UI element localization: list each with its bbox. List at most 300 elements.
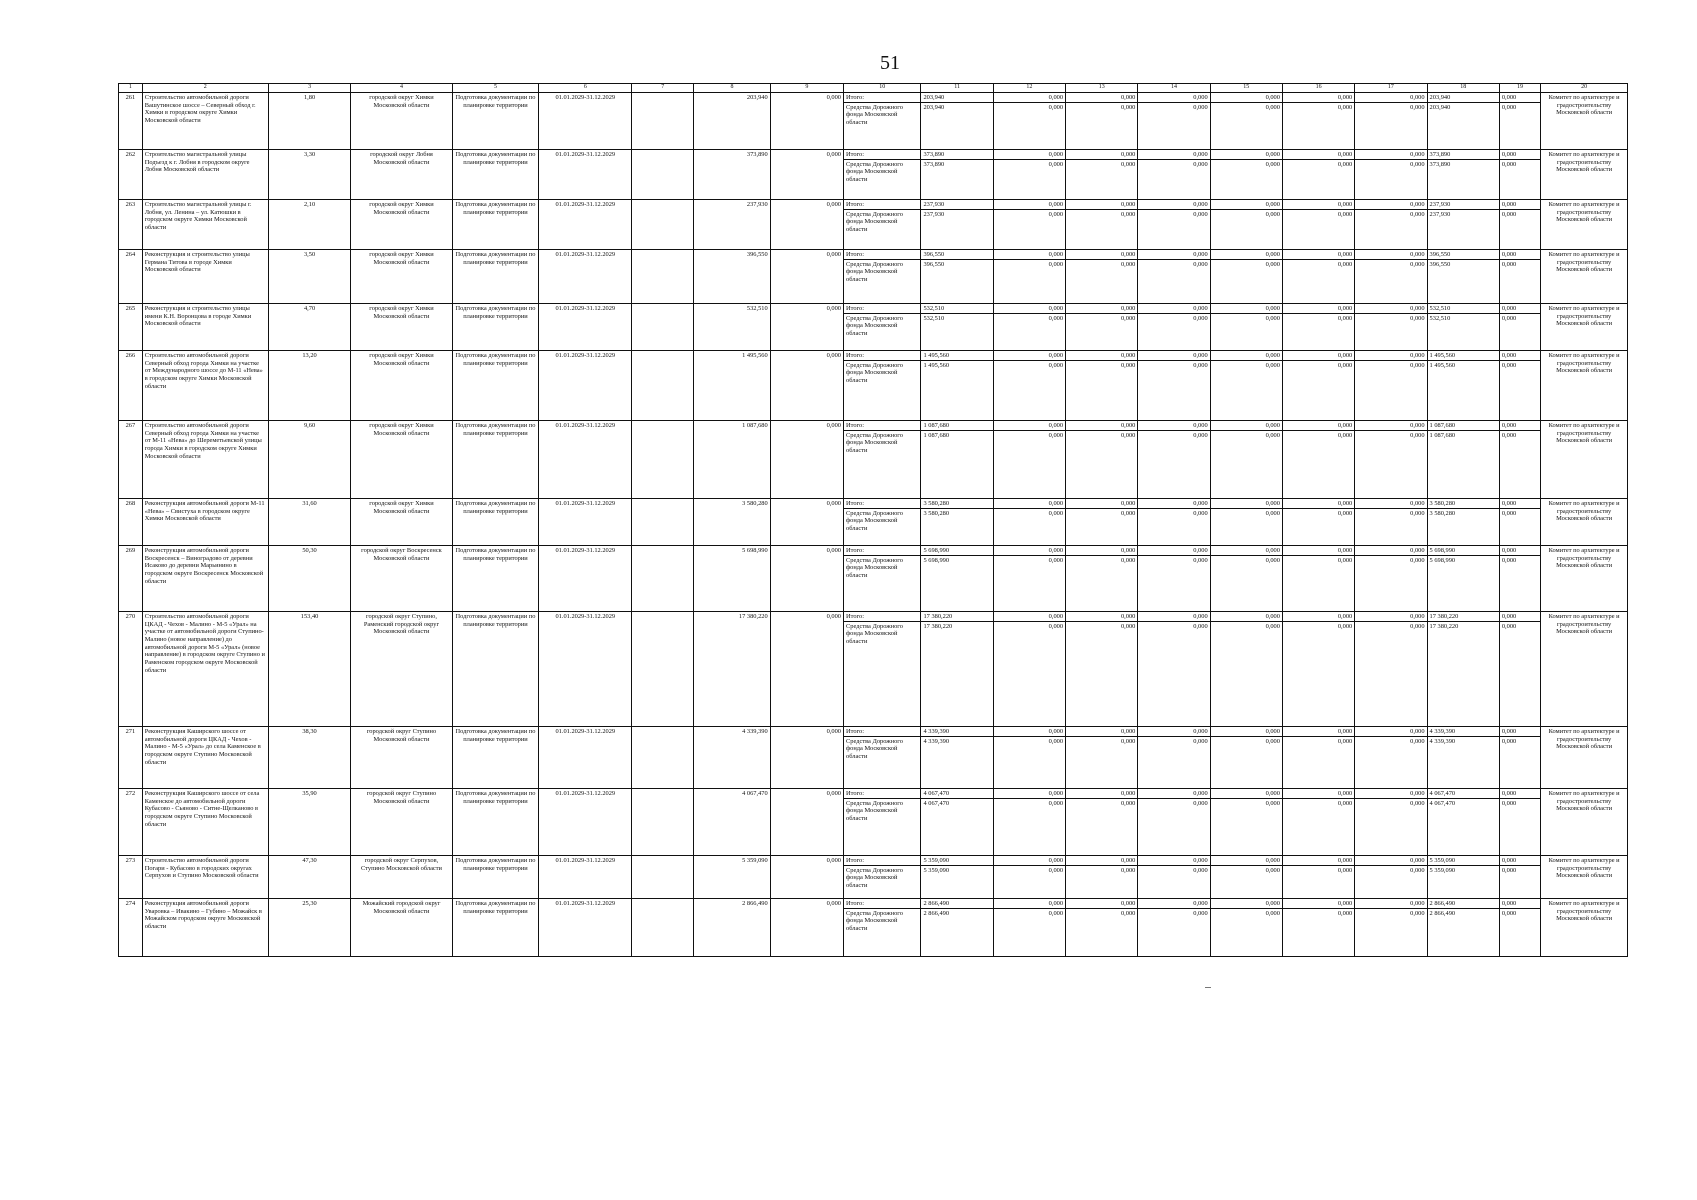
column-number: 3	[268, 84, 351, 93]
year-17-total: 0,000	[1355, 352, 1426, 361]
year-14-fund: 0,000	[1193, 260, 1208, 268]
year-14-total: 0,000	[1138, 547, 1209, 556]
year-19-fund: 0,000	[1501, 260, 1517, 268]
itogo-label: Итого:	[844, 857, 920, 866]
financing-fund: 237,930	[923, 210, 945, 218]
table-row	[119, 250, 1628, 304]
year-12-total: 0,000	[994, 728, 1065, 737]
object-name: Реконструкция автомобильной дороги Воскресенск – Виноградово от деревни Исаково до деревни Марьинино в городском округе Воскресенск Московской области	[142, 546, 268, 612]
year-18-fund: 2 866,490	[1429, 909, 1456, 917]
location: городской округ Воскресенск Московской области	[351, 546, 452, 612]
year-col-15	[1210, 727, 1282, 789]
year-col-15	[1210, 304, 1282, 351]
column-number: 5	[452, 84, 539, 93]
year-14-total: 0,000	[1138, 857, 1209, 866]
column-number: 1	[119, 84, 143, 93]
funding-source	[844, 304, 921, 351]
year-col-14	[1138, 351, 1210, 421]
total-cost: 5 698,990	[694, 546, 770, 612]
period: 01.01.2029-31.12.2029	[539, 351, 632, 421]
length-km: 1,80	[268, 93, 351, 150]
year-col-18	[1427, 351, 1499, 421]
year-15-total: 0,000	[1211, 201, 1282, 210]
year-col-19	[1499, 150, 1540, 200]
year-19-fund: 0,000	[1501, 622, 1517, 630]
year-16-fund: 0,000	[1337, 622, 1353, 630]
year-18-fund: 373,890	[1429, 160, 1451, 168]
year-13-total: 0,000	[1066, 900, 1137, 909]
location: городской округ Химки Московской области	[351, 499, 452, 546]
column-number: 11	[921, 84, 993, 93]
zero-value: 0,000	[770, 200, 843, 250]
year-col-14	[1138, 250, 1210, 304]
year-17-total: 0,000	[1355, 728, 1426, 737]
funding-source	[844, 789, 921, 856]
year-12-total: 0,000	[994, 352, 1065, 361]
length-km: 38,30	[268, 727, 351, 789]
itogo-label: Итого:	[844, 201, 920, 210]
year-14-fund: 0,000	[1193, 509, 1208, 517]
source-label: Средства Дорожного фонда Московской области	[846, 260, 903, 284]
year-19-fund: 0,000	[1501, 509, 1517, 517]
responsible-body: Комитет по архитектуре и градостроительству Московской области	[1541, 250, 1628, 304]
itogo-label: Итого:	[844, 251, 920, 260]
table-row	[119, 93, 1628, 150]
year-16-total: 0,000	[1283, 201, 1354, 210]
year-14-total: 0,000	[1138, 613, 1209, 622]
financing-total	[921, 727, 993, 789]
period: 01.01.2029-31.12.2029	[539, 200, 632, 250]
zero-value: 0,000	[770, 789, 843, 856]
year-16-total: 0,000	[1283, 857, 1354, 866]
year-17-fund: 0,000	[1410, 799, 1425, 807]
empty-cell	[632, 421, 694, 499]
year-15-fund: 0,000	[1265, 314, 1280, 322]
year-col-12	[993, 150, 1065, 200]
year-col-16	[1282, 789, 1354, 856]
year-17-fund: 0,000	[1410, 210, 1425, 218]
financing-fund: 4 339,390	[923, 737, 950, 745]
year-14-fund: 0,000	[1193, 799, 1208, 807]
year-12-total: 0,000	[994, 857, 1065, 866]
empty-cell	[632, 546, 694, 612]
financing-total: 5 359,090	[921, 857, 992, 866]
year-15-total: 0,000	[1211, 900, 1282, 909]
year-col-13	[1066, 421, 1138, 499]
period: 01.01.2029-31.12.2029	[539, 150, 632, 200]
year-13-total: 0,000	[1066, 500, 1137, 509]
work-stage: Подготовка документации по планировке территории	[452, 421, 539, 499]
year-13-total: 0,000	[1066, 201, 1137, 210]
financing-total	[921, 351, 993, 421]
year-14-total: 0,000	[1138, 94, 1209, 103]
year-14-fund: 0,000	[1193, 314, 1208, 322]
year-17-total: 0,000	[1355, 790, 1426, 799]
year-18-total: 5 359,090	[1428, 857, 1499, 866]
year-16-total: 0,000	[1283, 790, 1354, 799]
year-col-18	[1427, 727, 1499, 789]
location: городской округ Химки Московской области	[351, 351, 452, 421]
financing-fund: 2 866,490	[923, 909, 950, 917]
work-stage: Подготовка документации по планировке территории	[452, 200, 539, 250]
year-16-fund: 0,000	[1337, 103, 1353, 111]
year-col-19	[1499, 93, 1540, 150]
year-17-total: 0,000	[1355, 201, 1426, 210]
year-col-16	[1282, 150, 1354, 200]
financing-total: 3 580,280	[921, 500, 992, 509]
year-col-18	[1427, 499, 1499, 546]
total-cost: 3 580,280	[694, 499, 770, 546]
year-17-total: 0,000	[1355, 500, 1426, 509]
financing-fund: 532,510	[923, 314, 945, 322]
year-col-15	[1210, 250, 1282, 304]
year-13-fund: 0,000	[1120, 799, 1136, 807]
year-12-total: 0,000	[994, 900, 1065, 909]
year-col-13	[1066, 899, 1138, 957]
year-col-17	[1355, 899, 1427, 957]
year-16-total: 0,000	[1283, 900, 1354, 909]
year-12-total: 0,000	[994, 613, 1065, 622]
zero-value: 0,000	[770, 150, 843, 200]
period: 01.01.2029-31.12.2029	[539, 899, 632, 957]
year-col-19	[1499, 351, 1540, 421]
year-19-fund: 0,000	[1501, 556, 1517, 564]
length-km: 3,50	[268, 250, 351, 304]
year-19-fund: 0,000	[1501, 103, 1517, 111]
year-12-fund: 0,000	[1048, 361, 1064, 369]
year-13-fund: 0,000	[1120, 556, 1136, 564]
financing-total	[921, 546, 993, 612]
financing-total	[921, 421, 993, 499]
year-13-fund: 0,000	[1120, 622, 1136, 630]
column-number: 6	[539, 84, 632, 93]
year-col-12	[993, 546, 1065, 612]
year-13-fund: 0,000	[1120, 260, 1136, 268]
financing-fund: 5 698,990	[923, 556, 950, 564]
object-name: Реконструкция Каширского шоссе от автомобильной дороги ЦКАД - Чехов - Малино - М-5 «Урал» до села Каменское в городском округе Ступино Московской области	[142, 727, 268, 789]
year-col-18	[1427, 789, 1499, 856]
year-12-fund: 0,000	[1048, 556, 1064, 564]
financing-total	[921, 612, 993, 727]
year-13-total: 0,000	[1066, 251, 1137, 260]
financing-total: 1 087,680	[921, 422, 992, 431]
period: 01.01.2029-31.12.2029	[539, 304, 632, 351]
work-stage: Подготовка документации по планировке территории	[452, 856, 539, 899]
year-15-fund: 0,000	[1265, 260, 1280, 268]
zero-value: 0,000	[770, 250, 843, 304]
responsible-body: Комитет по архитектуре и градостроительству Московской области	[1541, 612, 1628, 727]
year-col-12	[993, 200, 1065, 250]
year-15-total: 0,000	[1211, 547, 1282, 556]
column-number: 19	[1499, 84, 1540, 93]
table-body	[119, 93, 1628, 957]
period: 01.01.2029-31.12.2029	[539, 499, 632, 546]
row-number: 271	[119, 727, 143, 789]
source-label: Средства Дорожного фонда Московской области	[846, 909, 903, 933]
year-18-fund: 5 359,090	[1429, 866, 1456, 874]
year-col-14	[1138, 499, 1210, 546]
year-15-total: 0,000	[1211, 500, 1282, 509]
year-12-total: 0,000	[994, 251, 1065, 260]
zero-value: 0,000	[770, 351, 843, 421]
itogo-label: Итого:	[844, 790, 920, 799]
total-cost: 1 087,680	[694, 421, 770, 499]
year-col-15	[1210, 93, 1282, 150]
year-col-14	[1138, 200, 1210, 250]
year-col-16	[1282, 612, 1354, 727]
location: городской округ Лобня Московской области	[351, 150, 452, 200]
row-number: 266	[119, 351, 143, 421]
length-km: 2,10	[268, 200, 351, 250]
object-name: Строительство автомобильной дороги Северный обход города Химки на участке от Международного шоссе до М-11 «Нева» в городском округе Химки Московской области	[142, 351, 268, 421]
year-col-14	[1138, 150, 1210, 200]
empty-cell	[632, 250, 694, 304]
period: 01.01.2029-31.12.2029	[539, 421, 632, 499]
responsible-body: Комитет по архитектуре и градостроительству Московской области	[1541, 899, 1628, 957]
year-12-fund: 0,000	[1048, 431, 1064, 439]
year-col-17	[1355, 150, 1427, 200]
year-col-14	[1138, 421, 1210, 499]
year-col-19	[1499, 546, 1540, 612]
total-cost: 5 359,090	[694, 856, 770, 899]
year-col-15	[1210, 789, 1282, 856]
period: 01.01.2029-31.12.2029	[539, 250, 632, 304]
year-col-12	[993, 727, 1065, 789]
financing-total	[921, 789, 993, 856]
year-16-total: 0,000	[1283, 613, 1354, 622]
column-number: 13	[1066, 84, 1138, 93]
year-19-fund: 0,000	[1501, 431, 1517, 439]
year-16-total: 0,000	[1283, 547, 1354, 556]
year-col-17	[1355, 727, 1427, 789]
year-15-total: 0,000	[1211, 857, 1282, 866]
itogo-label: Итого:	[844, 352, 920, 361]
year-15-total: 0,000	[1211, 422, 1282, 431]
object-name: Реконструкция автомобильной дороги М-11 «Нева» – Свистуха в городском округе Химки Московской области	[142, 499, 268, 546]
empty-cell	[632, 789, 694, 856]
year-14-fund: 0,000	[1193, 737, 1208, 745]
year-col-18	[1427, 612, 1499, 727]
year-col-13	[1066, 250, 1138, 304]
work-stage: Подготовка документации по планировке территории	[452, 546, 539, 612]
year-17-total: 0,000	[1355, 305, 1426, 314]
total-cost: 237,930	[694, 200, 770, 250]
year-16-total: 0,000	[1283, 422, 1354, 431]
year-18-total: 17 380,220	[1428, 613, 1499, 622]
year-19-total: 0,000	[1500, 728, 1540, 737]
year-12-fund: 0,000	[1048, 866, 1064, 874]
year-19-total: 0,000	[1500, 201, 1540, 210]
year-col-17	[1355, 612, 1427, 727]
zero-value: 0,000	[770, 899, 843, 957]
year-16-fund: 0,000	[1337, 909, 1353, 917]
year-19-total: 0,000	[1500, 422, 1540, 431]
year-19-total: 0,000	[1500, 305, 1540, 314]
zero-value: 0,000	[770, 304, 843, 351]
year-16-fund: 0,000	[1337, 160, 1353, 168]
year-17-fund: 0,000	[1410, 737, 1425, 745]
work-stage: Подготовка документации по планировке территории	[452, 150, 539, 200]
location: городской округ Ступино Московской области	[351, 789, 452, 856]
year-13-fund: 0,000	[1120, 909, 1136, 917]
year-14-fund: 0,000	[1193, 431, 1208, 439]
column-number: 2	[142, 84, 268, 93]
year-13-fund: 0,000	[1120, 866, 1136, 874]
column-number: 14	[1138, 84, 1210, 93]
itogo-label: Итого:	[844, 900, 920, 909]
year-col-13	[1066, 727, 1138, 789]
funding-source	[844, 856, 921, 899]
length-km: 13,20	[268, 351, 351, 421]
year-13-total: 0,000	[1066, 94, 1137, 103]
zero-value: 0,000	[770, 612, 843, 727]
financing-total	[921, 200, 993, 250]
year-col-16	[1282, 499, 1354, 546]
column-number: 4	[351, 84, 452, 93]
year-12-total: 0,000	[994, 305, 1065, 314]
row-number: 268	[119, 499, 143, 546]
object-name: Строительство автомобильной дороги Северный обход города Химки на участке от М-11 «Нева» до Шереметьевской улицы города Химки в городском округе Химки Московской области	[142, 421, 268, 499]
year-18-fund: 203,940	[1429, 103, 1451, 111]
year-19-fund: 0,000	[1501, 210, 1517, 218]
year-col-16	[1282, 421, 1354, 499]
zero-value: 0,000	[770, 499, 843, 546]
location: городской округ Химки Московской области	[351, 304, 452, 351]
total-cost: 203,940	[694, 93, 770, 150]
source-label: Средства Дорожного фонда Московской области	[846, 314, 903, 338]
year-15-total: 0,000	[1211, 728, 1282, 737]
year-13-fund: 0,000	[1120, 737, 1136, 745]
funding-source	[844, 546, 921, 612]
year-17-fund: 0,000	[1410, 314, 1425, 322]
page-number: 51	[880, 52, 900, 74]
year-15-total: 0,000	[1211, 94, 1282, 103]
zero-value: 0,000	[770, 421, 843, 499]
year-14-total: 0,000	[1138, 500, 1209, 509]
year-col-14	[1138, 899, 1210, 957]
financing-total	[921, 93, 993, 150]
row-number: 261	[119, 93, 143, 150]
financing-total: 203,940	[921, 94, 992, 103]
year-16-fund: 0,000	[1337, 210, 1353, 218]
financing-total	[921, 304, 993, 351]
financing-total: 4 339,390	[921, 728, 992, 737]
empty-cell	[632, 351, 694, 421]
year-18-fund: 237,930	[1429, 210, 1451, 218]
year-col-13	[1066, 150, 1138, 200]
table-row	[119, 899, 1628, 957]
year-19-fund: 0,000	[1501, 314, 1517, 322]
year-14-fund: 0,000	[1193, 866, 1208, 874]
empty-cell	[632, 200, 694, 250]
year-col-15	[1210, 150, 1282, 200]
financing-total: 532,510	[921, 305, 992, 314]
year-col-14	[1138, 856, 1210, 899]
year-17-total: 0,000	[1355, 613, 1426, 622]
column-number: 17	[1355, 84, 1427, 93]
year-col-16	[1282, 351, 1354, 421]
financing-fund: 3 580,280	[923, 509, 950, 517]
year-16-total: 0,000	[1283, 305, 1354, 314]
total-cost: 2 866,490	[694, 899, 770, 957]
financing-total	[921, 499, 993, 546]
year-15-fund: 0,000	[1265, 556, 1280, 564]
funding-source	[844, 150, 921, 200]
year-19-total: 0,000	[1500, 790, 1540, 799]
financing-fund: 396,550	[923, 260, 945, 268]
table-row	[119, 304, 1628, 351]
length-km: 9,60	[268, 421, 351, 499]
responsible-body: Комитет по архитектуре и градостроительству Московской области	[1541, 200, 1628, 250]
year-19-total: 0,000	[1500, 94, 1540, 103]
year-19-total: 0,000	[1500, 500, 1540, 509]
year-15-fund: 0,000	[1265, 866, 1280, 874]
year-col-13	[1066, 546, 1138, 612]
year-col-19	[1499, 789, 1540, 856]
year-col-15	[1210, 899, 1282, 957]
year-17-fund: 0,000	[1410, 866, 1425, 874]
empty-cell	[632, 304, 694, 351]
source-label: Средства Дорожного фонда Московской области	[846, 509, 903, 533]
table-row	[119, 499, 1628, 546]
source-label: Средства Дорожного фонда Московской области	[846, 556, 903, 580]
year-15-fund: 0,000	[1265, 361, 1280, 369]
total-cost: 396,550	[694, 250, 770, 304]
empty-cell	[632, 612, 694, 727]
year-15-total: 0,000	[1211, 305, 1282, 314]
year-18-total: 532,510	[1428, 305, 1499, 314]
zero-value: 0,000	[770, 546, 843, 612]
financing-fund: 4 067,470	[923, 799, 950, 807]
year-14-fund: 0,000	[1193, 103, 1208, 111]
year-15-total: 0,000	[1211, 352, 1282, 361]
location: Можайский городской округ Московской области	[351, 899, 452, 957]
year-col-15	[1210, 856, 1282, 899]
year-17-total: 0,000	[1355, 857, 1426, 866]
length-km: 153,40	[268, 612, 351, 727]
column-number-row	[119, 84, 1628, 93]
table-row	[119, 789, 1628, 856]
year-17-fund: 0,000	[1410, 260, 1425, 268]
row-number: 267	[119, 421, 143, 499]
year-14-fund: 0,000	[1193, 556, 1208, 564]
year-16-fund: 0,000	[1337, 866, 1353, 874]
year-15-fund: 0,000	[1265, 622, 1280, 630]
total-cost: 532,510	[694, 304, 770, 351]
year-col-18	[1427, 421, 1499, 499]
funding-source	[844, 200, 921, 250]
row-number: 270	[119, 612, 143, 727]
year-18-total: 5 698,990	[1428, 547, 1499, 556]
year-16-fund: 0,000	[1337, 737, 1353, 745]
year-18-total: 1 087,680	[1428, 422, 1499, 431]
year-14-total: 0,000	[1138, 305, 1209, 314]
year-17-fund: 0,000	[1410, 556, 1425, 564]
source-label: Средства Дорожного фонда Московской области	[846, 210, 903, 234]
location: городской округ Химки Московской области	[351, 250, 452, 304]
year-18-fund: 1 087,680	[1429, 431, 1456, 439]
year-14-total: 0,000	[1138, 422, 1209, 431]
year-13-total: 0,000	[1066, 547, 1137, 556]
financing-total: 396,550	[921, 251, 992, 260]
year-14-total: 0,000	[1138, 900, 1209, 909]
year-col-17	[1355, 304, 1427, 351]
year-17-total: 0,000	[1355, 151, 1426, 160]
year-19-fund: 0,000	[1501, 799, 1517, 807]
table-row	[119, 856, 1628, 899]
responsible-body: Комитет по архитектуре и градостроительству Московской области	[1541, 499, 1628, 546]
year-13-fund: 0,000	[1120, 210, 1136, 218]
